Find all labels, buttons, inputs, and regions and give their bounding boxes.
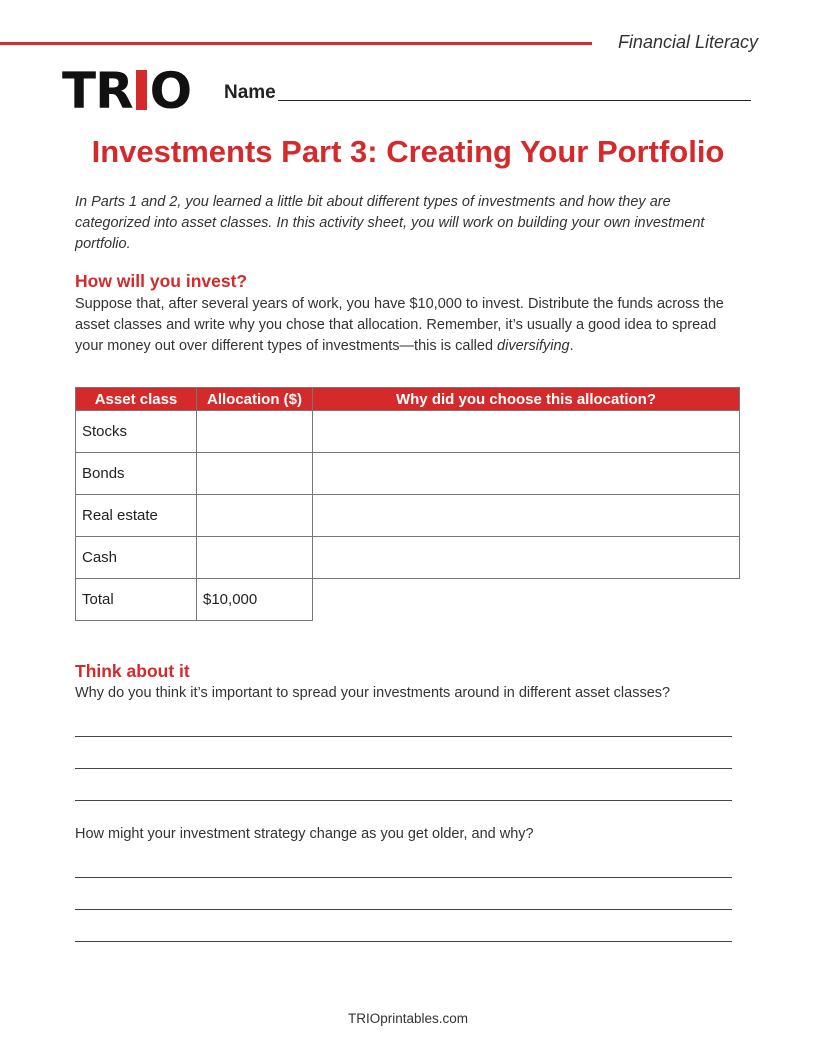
logo-text-left: TR xyxy=(62,62,133,120)
allocation-input-cell[interactable] xyxy=(197,453,313,495)
header-rule xyxy=(0,42,592,45)
header-asset-class: Asset class xyxy=(76,388,197,411)
allocation-table xyxy=(75,387,740,621)
table-row xyxy=(76,495,740,537)
section-heading-invest: How will you invest? xyxy=(75,271,248,291)
reason-input-cell[interactable] xyxy=(313,411,740,453)
instructions-emphasis: diversifying xyxy=(497,338,570,354)
table-total-row xyxy=(76,579,740,621)
name-label: Name xyxy=(224,82,276,103)
table-header-row xyxy=(76,388,740,411)
name-input-line[interactable] xyxy=(278,100,751,101)
header-why: Why did you choose this allocation? xyxy=(313,388,740,411)
allocation-input-cell[interactable] xyxy=(197,537,313,579)
subject-label: Financial Literacy xyxy=(617,32,758,52)
allocation-input-cell[interactable] xyxy=(197,495,313,537)
total-label-cell: Total xyxy=(76,579,197,621)
answer-line-4[interactable] xyxy=(75,877,732,878)
empty-cell xyxy=(313,579,740,621)
footer-url: TRIOprintables.com xyxy=(347,1011,469,1026)
asset-class-cell: Real estate xyxy=(76,495,197,537)
question-2: How might your investment strategy change as you get older, and why? xyxy=(75,826,534,842)
logo-red-bar xyxy=(136,70,147,110)
answer-line-1[interactable] xyxy=(75,736,732,737)
logo-text-right: O xyxy=(149,62,192,120)
trio-logo xyxy=(62,62,192,120)
total-value-cell: $10,000 xyxy=(197,579,313,621)
answer-line-2[interactable] xyxy=(75,768,732,769)
answer-line-3[interactable] xyxy=(75,800,732,801)
asset-class-cell: Stocks xyxy=(76,411,197,453)
intro-paragraph: In Parts 1 and 2, you learned a little bit about different types of investments and how they are categorized into asset classes. In this activity sheet, you will work on building your own investment portfolio. xyxy=(75,194,705,252)
reason-input-cell[interactable] xyxy=(313,453,740,495)
section-heading-think: Think about it xyxy=(75,661,190,681)
instructions-end: . xyxy=(569,338,574,354)
page-title: Investments Part 3: Creating Your Portfolio xyxy=(91,134,725,169)
table-row xyxy=(76,411,740,453)
reason-input-cell[interactable] xyxy=(313,495,740,537)
table-row xyxy=(76,453,740,495)
invest-instructions xyxy=(75,294,741,357)
question-1: Why do you think it’s important to spread your investments around in different asset classes? xyxy=(75,685,671,701)
asset-class-cell: Cash xyxy=(76,537,197,579)
allocation-input-cell[interactable] xyxy=(197,411,313,453)
header-allocation: Allocation ($) xyxy=(197,388,313,411)
instructions-text: Suppose that, after several years of work, you have $10,000 to invest. Distribute the funds across the asset classes and write why you chose that allocation. Remember, it’s usually a good idea to spread your money out over different types of investments—this is called xyxy=(75,296,724,354)
reason-input-cell[interactable] xyxy=(313,537,740,579)
answer-line-5[interactable] xyxy=(75,909,732,910)
asset-class-cell: Bonds xyxy=(76,453,197,495)
table-row xyxy=(76,537,740,579)
answer-line-6[interactable] xyxy=(75,941,732,942)
